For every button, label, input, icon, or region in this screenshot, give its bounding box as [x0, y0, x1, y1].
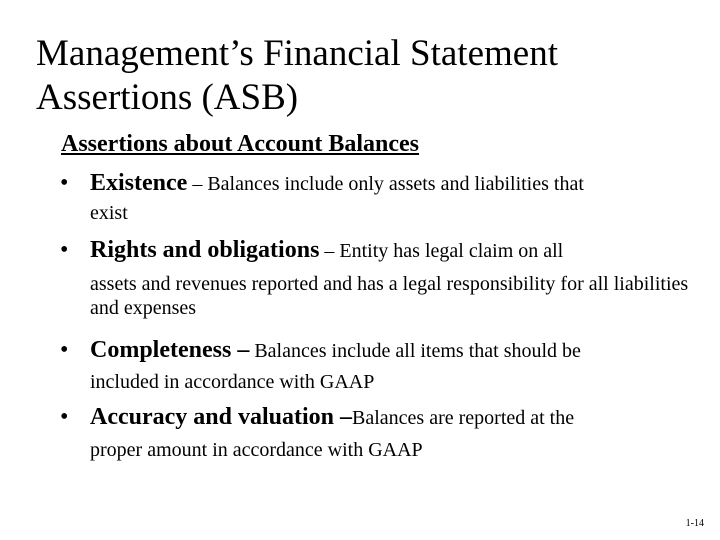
- bullet-icon: •: [60, 404, 69, 430]
- assertion-description: – Balances include only assets and liabilities that: [187, 173, 584, 195]
- slide-title: Management’s Financial Statement Assertions (ASB): [36, 33, 558, 118]
- bullet-icon: •: [60, 337, 69, 363]
- section-subtitle: Assertions about Account Balances: [61, 131, 420, 157]
- assertion-term: Accuracy and valuation –: [90, 404, 353, 430]
- bullet-icon: •: [60, 170, 69, 196]
- assertion-term: Existence: [90, 170, 188, 196]
- assertion-item-rights-obligations: [60, 236, 700, 320]
- assertion-description: Balances include all items that should be: [249, 340, 581, 362]
- assertion-description-continued: exist: [90, 202, 128, 224]
- assertion-description: Balances are reported at the: [352, 407, 575, 429]
- assertion-term: Rights and obligations: [90, 237, 320, 263]
- assertion-description-continued: assets and revenues reported and has a legal responsibility for all liabilities and expenses: [90, 273, 689, 319]
- assertion-item-existence: [60, 169, 700, 225]
- bullet-icon: •: [60, 237, 69, 263]
- assertion-description: – Entity has legal claim on all: [319, 240, 564, 262]
- assertion-item-completeness: [60, 336, 700, 394]
- page-number: 1-14: [685, 518, 704, 529]
- assertion-term: Completeness –: [90, 337, 250, 363]
- assertion-item-accuracy-valuation: [60, 403, 700, 462]
- assertion-description-continued: included in accordance with GAAP: [90, 371, 375, 393]
- assertion-description-continued: proper amount in accordance with GAAP: [90, 439, 423, 461]
